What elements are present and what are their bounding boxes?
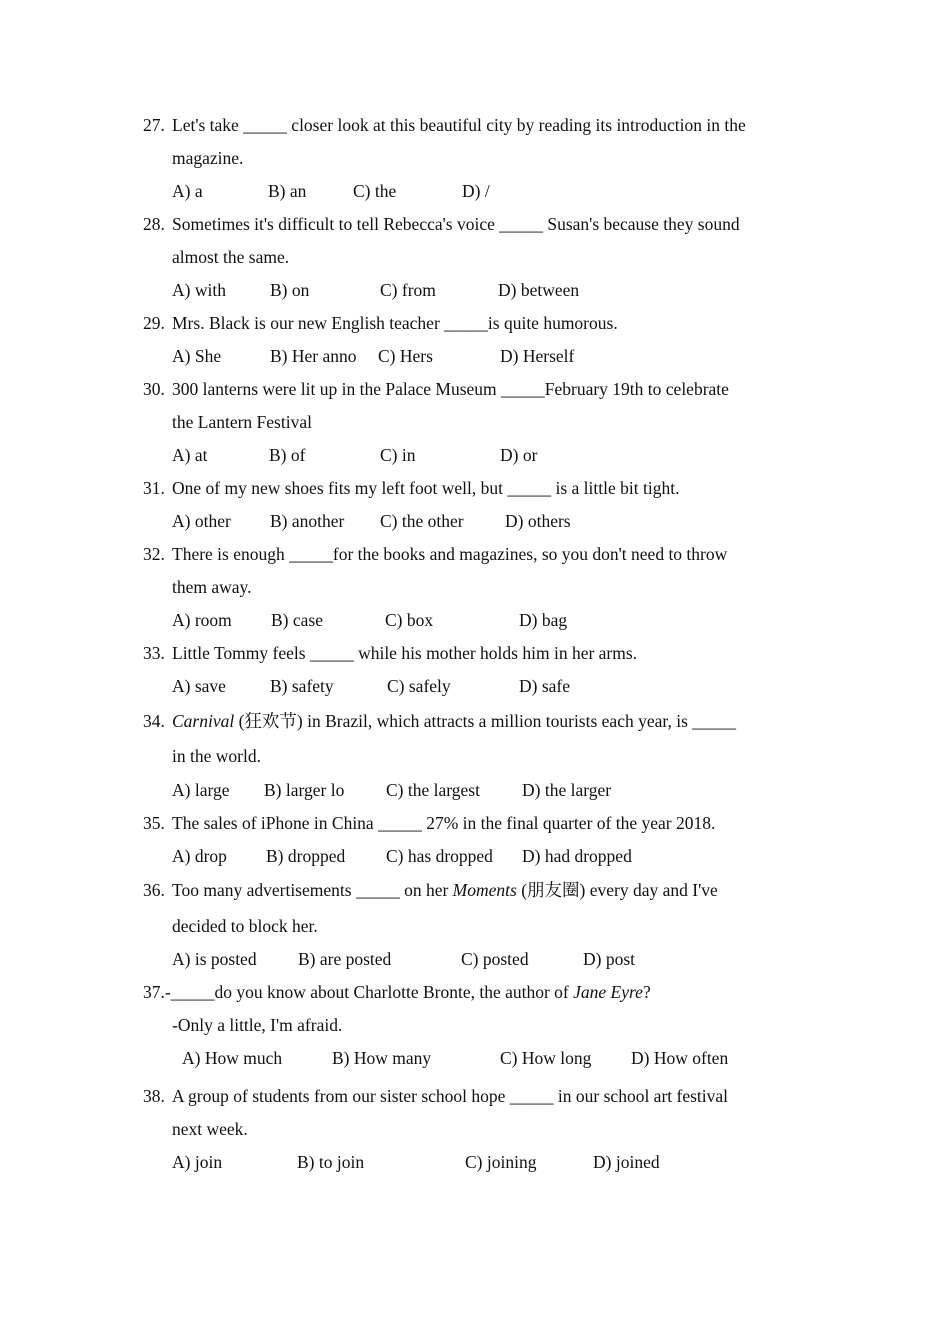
option-b[interactable]: B) safety [270,676,334,696]
question-27 [143,109,823,142]
italic-term: Jane Eyre [573,982,643,1002]
question-text: -_____do you know about Charlotte Bronte, the author of [164,982,574,1002]
question-text: A group of students from our sister school hope _____ in our school art festival [172,1086,729,1106]
question-text-rest: (朋友圈) every day and I've [516,880,718,900]
option-c[interactable]: C) the other [380,511,464,531]
option-a[interactable]: A) at [172,445,208,465]
option-b[interactable]: B) are posted [298,949,392,969]
option-b[interactable]: B) on [270,280,310,300]
question-text: Sometimes it's difficult to tell Rebecca's voice _____ Susan's because they sound [172,214,740,234]
italic-term: Moments [452,880,517,900]
option-b[interactable]: B) of [269,445,306,465]
question-number: 28. [143,214,165,234]
question-text-cont: the Lantern Festival [172,412,312,432]
question-text-cont: in the world. [172,746,261,766]
question-number: 38. [143,1086,165,1106]
option-b[interactable]: B) How many [332,1048,432,1068]
question-text: Mrs. Black is our new English teacher _____is quite humorous. [172,313,618,333]
option-b[interactable]: B) case [271,610,323,630]
question-text: (狂欢节) in Brazil, which attracts a million tourists each year, is _____ [234,711,737,731]
italic-term: Carnival [172,711,235,731]
option-b[interactable]: B) an [268,181,307,201]
question-number: 36. [143,880,165,900]
question-text-cont: magazine. [172,148,244,168]
option-b[interactable]: B) Her anno [270,346,357,366]
option-a[interactable]: A) drop [172,846,227,866]
option-c[interactable]: C) the [353,181,397,201]
option-c[interactable]: C) in [380,445,416,465]
question-text: Let's take _____ closer look at this beautiful city by reading its introduction in the [172,115,746,135]
option-c[interactable]: C) has dropped [386,846,493,866]
question-text-cont: them away. [172,577,252,597]
question-37 [143,976,823,1009]
option-d[interactable]: D) Herself [500,346,575,366]
question-number: 27. [143,115,165,135]
option-c[interactable]: C) the largest [386,780,480,800]
option-a[interactable]: A) join [172,1152,223,1172]
question-33 [143,637,823,670]
option-d[interactable]: D) / [462,181,490,201]
option-a[interactable]: A) How much [182,1048,283,1068]
question-text: 300 lanterns were lit up in the Palace Museum _____February 19th to celebrate [172,379,729,399]
option-c[interactable]: C) How long [500,1048,592,1068]
option-d[interactable]: D) between [498,280,580,300]
option-d[interactable]: D) the larger [522,780,612,800]
question-text: The sales of iPhone in China _____ 27% in the final quarter of the year 2018. [172,813,716,833]
option-d[interactable]: D) others [505,511,571,531]
option-d[interactable]: D) joined [593,1152,660,1172]
option-c[interactable]: C) from [380,280,436,300]
question-number: 37. [143,982,165,1002]
option-b[interactable]: B) another [270,511,345,531]
option-a[interactable]: A) with [172,280,226,300]
option-d[interactable]: D) or [500,445,538,465]
option-b[interactable]: B) to join [297,1152,365,1172]
question-36 [143,874,823,907]
question-text: Little Tommy feels _____ while his mother holds him in her arms. [172,643,638,663]
question-38 [143,1080,823,1113]
option-c[interactable]: C) posted [461,949,529,969]
question-number: 31. [143,478,165,498]
option-a[interactable]: A) large [172,780,230,800]
option-a[interactable]: A) is posted [172,949,257,969]
option-b[interactable]: B) dropped [266,846,346,866]
question-31 [143,472,823,505]
question-text: One of my new shoes fits my left foot well, but _____ is a little bit tight. [172,478,680,498]
question-text: There is enough _____for the books and magazines, so you don't need to throw [172,544,728,564]
question-text-cont: almost the same. [172,247,290,267]
question-28 [143,208,823,241]
option-c[interactable]: C) safely [387,676,451,696]
question-34 [143,705,823,738]
question-32 [143,538,823,571]
question-number: 29. [143,313,165,333]
question-30 [143,373,823,406]
question-text-cont: decided to block her. [172,916,318,936]
option-c[interactable]: C) joining [465,1152,537,1172]
question-number: 35. [143,813,165,833]
option-d[interactable]: D) How often [631,1048,729,1068]
option-d[interactable]: D) had dropped [522,846,632,866]
option-a[interactable]: A) save [172,676,226,696]
question-number: 30. [143,379,165,399]
question-number: 32. [143,544,165,564]
question-response: -Only a little, I'm afraid. [172,1015,343,1035]
option-c[interactable]: C) box [385,610,434,630]
question-number: 33. [143,643,165,663]
question-29 [143,307,823,340]
option-b[interactable]: B) larger lo [264,780,345,800]
question-text: Too many advertisements _____ on her [172,880,453,900]
option-d[interactable]: D) post [583,949,636,969]
option-a[interactable]: A) She [172,346,222,366]
option-d[interactable]: D) bag [519,610,568,630]
option-a[interactable]: A) other [172,511,231,531]
question-text-rest: ? [642,982,651,1002]
question-35 [143,807,823,840]
question-text-cont: next week. [172,1119,248,1139]
option-a[interactable]: A) room [172,610,232,630]
option-d[interactable]: D) safe [519,676,571,696]
question-number: 34. [143,711,165,731]
option-a[interactable]: A) a [172,181,203,201]
option-c[interactable]: C) Hers [378,346,433,366]
